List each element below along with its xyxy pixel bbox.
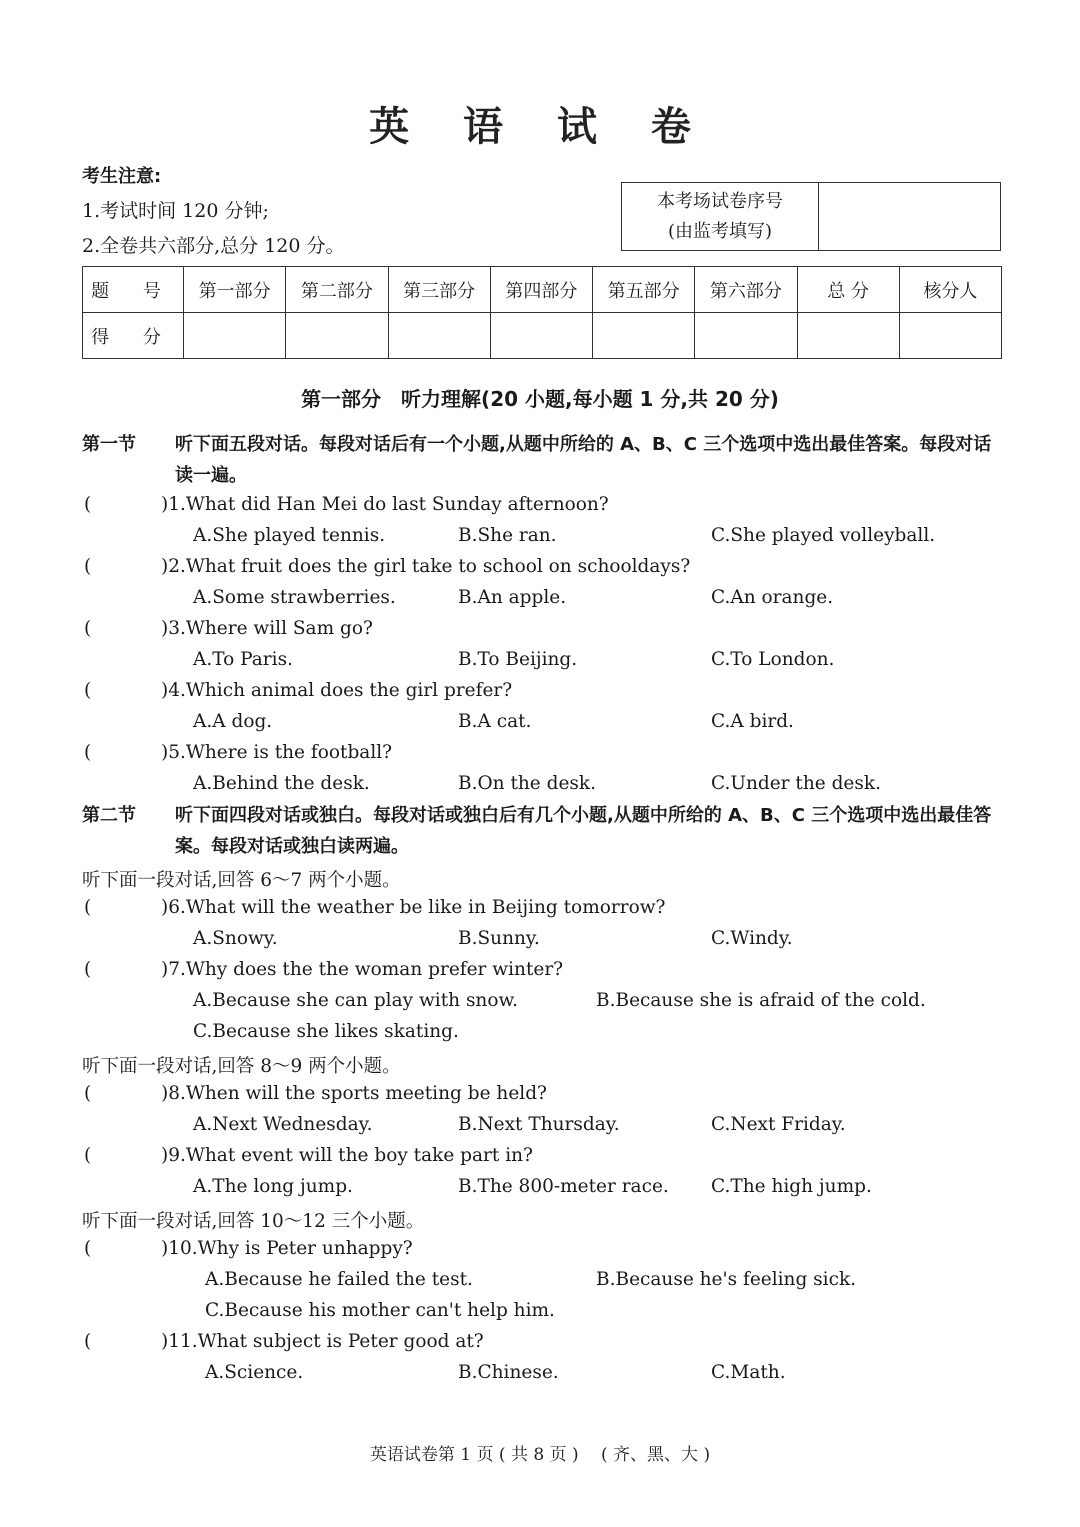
answer-blank[interactable]: ( xyxy=(84,618,92,639)
sequence-label-line: 本考场试卷序号 xyxy=(657,191,783,212)
score-header-cell: 总 分 xyxy=(797,267,899,313)
answer-blank[interactable]: ( xyxy=(84,897,92,918)
option-a: A.To Paris. xyxy=(193,649,293,670)
option-c: C.Under the desk. xyxy=(711,773,881,794)
score-header-cell: 第六部分 xyxy=(695,267,797,313)
question-stem: )3.Where will Sam go? xyxy=(161,618,373,639)
score-cell[interactable] xyxy=(593,313,695,359)
score-table-header-row xyxy=(83,267,1002,313)
answer-blank[interactable]: ( xyxy=(84,680,92,701)
option-a: A.Science. xyxy=(205,1362,304,1383)
question-stem: )1.What did Han Mei do last Sunday afternoon? xyxy=(161,494,609,515)
option-b: B.An apple. xyxy=(458,587,567,608)
answer-blank[interactable]: ( xyxy=(84,742,92,763)
option-b: B.Because she is afraid of the cold. xyxy=(596,990,926,1011)
dialogue-intro: 听下面一段对话,回答 6～7 两个小题。 xyxy=(82,870,401,891)
section-two-instruction xyxy=(82,800,1007,862)
option-c: C.A bird. xyxy=(711,711,794,732)
option-b: B.Because he's feeling sick. xyxy=(596,1269,857,1290)
answer-blank[interactable]: ( xyxy=(84,1238,92,1259)
score-cell[interactable] xyxy=(695,313,797,359)
section-label: 第二节 xyxy=(82,805,136,826)
page-title: 英 语 试 卷 xyxy=(369,104,711,150)
score-cell[interactable] xyxy=(388,313,490,359)
option-b: B.She ran. xyxy=(458,525,557,546)
score-header-cell: 第一部分 xyxy=(184,267,286,313)
sequence-label-line: (由监考填写) xyxy=(667,221,773,242)
section-text: 听下面四段对话或独白。每段对话或独白后有几个小题,从题中所给的 A、B、C 三个选项中选出最佳答案。每段对话或独白读两遍。 xyxy=(175,805,992,857)
paper-sequence-box xyxy=(621,182,1001,251)
option-c: C.The high jump. xyxy=(711,1176,872,1197)
option-a: A.Some strawberries. xyxy=(193,587,396,608)
score-cell[interactable] xyxy=(286,313,388,359)
option-c: C.To London. xyxy=(711,649,835,670)
option-c: C.Windy. xyxy=(711,928,793,949)
score-row-label: 得 分 xyxy=(83,313,184,359)
score-header-cell: 第二部分 xyxy=(286,267,388,313)
option-a: A.Next Wednesday. xyxy=(193,1114,373,1135)
question-stem: )7.Why does the the woman prefer winter? xyxy=(161,959,564,980)
section-label: 第一节 xyxy=(82,434,136,455)
option-b: B.Sunny. xyxy=(458,928,540,949)
option-b: B.On the desk. xyxy=(458,773,596,794)
option-c: C.Next Friday. xyxy=(711,1114,846,1135)
score-header-cell: 第五部分 xyxy=(593,267,695,313)
option-c: C.Math. xyxy=(711,1362,786,1383)
question-stem: )9.What event will the boy take part in? xyxy=(161,1145,533,1166)
score-header-cell: 核分人 xyxy=(899,267,1001,313)
answer-blank[interactable]: ( xyxy=(84,959,92,980)
page-footer: 英语试卷第 1 页 ( 共 8 页 ) ( 齐、黑、大 ) xyxy=(369,1445,711,1465)
notice-heading: 考生注意: xyxy=(82,166,162,187)
score-header-cell: 第三部分 xyxy=(388,267,490,313)
sequence-number-field[interactable] xyxy=(819,183,1000,250)
option-b: B.The 800-meter race. xyxy=(458,1176,669,1197)
option-a: A.She played tennis. xyxy=(193,525,386,546)
question-stem: )2.What fruit does the girl take to school on schooldays? xyxy=(161,556,691,577)
answer-blank[interactable]: ( xyxy=(84,494,92,515)
answer-blank[interactable]: ( xyxy=(84,1083,92,1104)
question-stem: )4.Which animal does the girl prefer? xyxy=(161,680,513,701)
part-one-title: 第一部分 听力理解(20 小题,每小题 1 分,共 20 分) xyxy=(301,387,779,411)
option-b: B.Chinese. xyxy=(458,1362,559,1383)
option-b: B.Next Thursday. xyxy=(458,1114,620,1135)
option-c: C.She played volleyball. xyxy=(711,525,936,546)
answer-blank[interactable]: ( xyxy=(84,556,92,577)
option-a: A.The long jump. xyxy=(193,1176,353,1197)
score-header-cell: 第四部分 xyxy=(490,267,592,313)
option-c: C.Because his mother can't help him. xyxy=(205,1300,555,1321)
question-stem: )10.Why is Peter unhappy? xyxy=(161,1238,413,1259)
option-b: B.To Beijing. xyxy=(458,649,578,670)
question-stem: )6.What will the weather be like in Beijing tomorrow? xyxy=(161,897,666,918)
notice-item: 1.考试时间 120 分钟; xyxy=(82,200,269,222)
option-a: A.A dog. xyxy=(193,711,273,732)
section-text: 听下面五段对话。每段对话后有一个小题,从题中所给的 A、B、C 三个选项中选出最佳答案。每段对话读一遍。 xyxy=(175,434,992,486)
answer-blank[interactable]: ( xyxy=(84,1331,92,1352)
dialogue-intro: 听下面一段对话,回答 8～9 两个小题。 xyxy=(82,1056,401,1077)
option-c: C.Because she likes skating. xyxy=(193,1021,459,1042)
score-table-score-row xyxy=(83,313,1002,359)
option-a: A.Because she can play with snow. xyxy=(193,990,519,1011)
section-one-instruction xyxy=(82,429,1007,491)
question-stem: )8.When will the sports meeting be held? xyxy=(161,1083,547,1104)
notice-item: 2.全卷共六部分,总分 120 分。 xyxy=(82,235,345,257)
dialogue-intro: 听下面一段对话,回答 10～12 三个小题。 xyxy=(82,1211,425,1232)
option-a: A.Because he failed the test. xyxy=(205,1269,473,1290)
score-table xyxy=(82,266,1002,359)
question-stem: )5.Where is the football? xyxy=(161,742,393,763)
option-b: B.A cat. xyxy=(458,711,532,732)
question-stem: )11.What subject is Peter good at? xyxy=(161,1331,484,1352)
score-cell[interactable] xyxy=(797,313,899,359)
option-c: C.An orange. xyxy=(711,587,834,608)
score-cell[interactable] xyxy=(184,313,286,359)
sequence-label xyxy=(622,183,819,250)
option-a: A.Snowy. xyxy=(193,928,278,949)
option-a: A.Behind the desk. xyxy=(193,773,370,794)
score-cell[interactable] xyxy=(899,313,1001,359)
score-header-cell: 题 号 xyxy=(83,267,184,313)
answer-blank[interactable]: ( xyxy=(84,1145,92,1166)
score-cell[interactable] xyxy=(490,313,592,359)
